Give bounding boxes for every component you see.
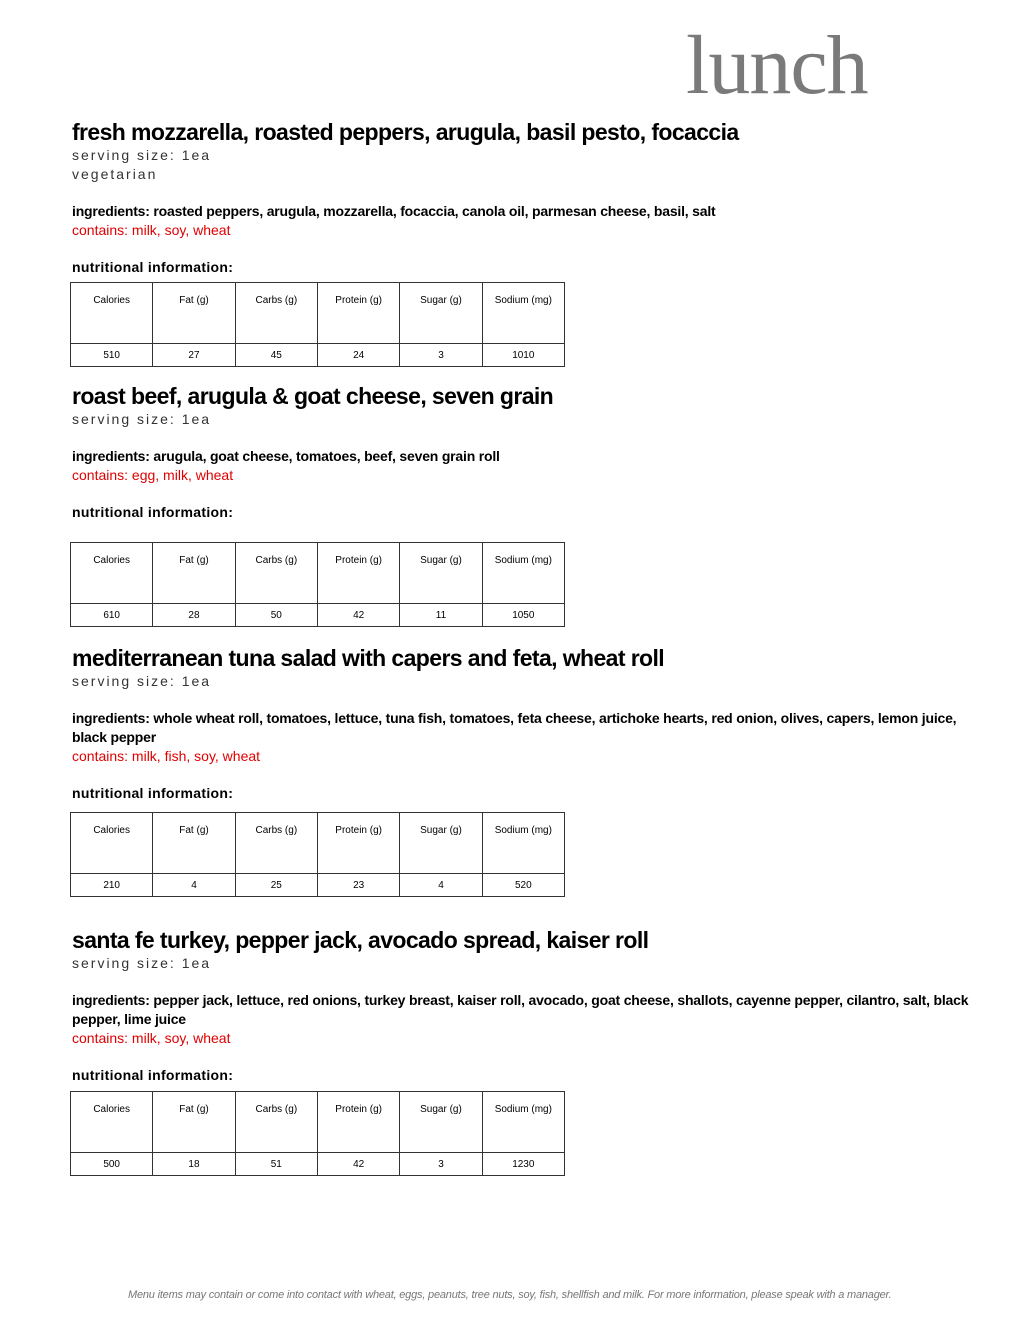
nutrition-label: nutritional information: bbox=[72, 259, 234, 275]
ingredients: ingredients: pepper jack, lettuce, red onions, turkey breast, kaiser roll, avocado, goat cheese, shallots, cayenne pepper, cilantro, salt, black pepper, lime juice bbox=[72, 992, 969, 1027]
header-cell: Fat (g) bbox=[153, 543, 235, 604]
serving-size: serving size: 1ea bbox=[72, 673, 212, 689]
value-cell: 42 bbox=[317, 1153, 399, 1176]
header-cell: Protein (g) bbox=[317, 1092, 399, 1153]
header-cell: Protein (g) bbox=[317, 543, 399, 604]
allergen-disclaimer: Menu items may contain or come into contact with wheat, eggs, peanuts, tree nuts, soy, fish, shellfish and milk. For more information, please speak with a manager. bbox=[128, 1289, 892, 1301]
header-cell: Sugar (g) bbox=[400, 813, 482, 874]
ingredients: ingredients: roasted peppers, arugula, mozzarella, focaccia, canola oil, parmesan cheese, basil, salt bbox=[72, 203, 716, 219]
value-cell: 4 bbox=[153, 874, 235, 897]
value-cell: 610 bbox=[71, 604, 153, 627]
header-cell: Calories bbox=[71, 1092, 153, 1153]
nutrition-label: nutritional information: bbox=[72, 1067, 234, 1083]
menu-item bbox=[72, 926, 972, 1085]
header-cell: Calories bbox=[71, 543, 153, 604]
allergens: contains: milk, soy, wheat bbox=[72, 1030, 231, 1046]
header-cell: Carbs (g) bbox=[235, 813, 317, 874]
header-cell: Sugar (g) bbox=[400, 283, 482, 344]
value-cell: 23 bbox=[317, 874, 399, 897]
header-cell: Calories bbox=[71, 813, 153, 874]
nutrition-value-row bbox=[71, 344, 565, 367]
value-cell: 42 bbox=[317, 604, 399, 627]
menu-item bbox=[72, 382, 972, 522]
header-cell: Calories bbox=[71, 283, 153, 344]
value-cell: 510 bbox=[71, 344, 153, 367]
nutrition-table bbox=[70, 1091, 565, 1176]
header-cell: Sodium (mg) bbox=[482, 813, 564, 874]
value-cell: 3 bbox=[400, 344, 482, 367]
nutrition-label: nutritional information: bbox=[72, 785, 234, 801]
header-cell: Sugar (g) bbox=[400, 1092, 482, 1153]
value-cell: 18 bbox=[153, 1153, 235, 1176]
value-cell: 1050 bbox=[482, 604, 564, 627]
page-title: lunch bbox=[686, 19, 868, 112]
header-cell: Carbs (g) bbox=[235, 543, 317, 604]
value-cell: 24 bbox=[317, 344, 399, 367]
item-name: santa fe turkey, pepper jack, avocado spread, kaiser roll bbox=[72, 927, 649, 953]
header-cell: Sodium (mg) bbox=[482, 543, 564, 604]
header-cell: Sodium (mg) bbox=[482, 283, 564, 344]
serving-size: serving size: 1ea bbox=[72, 411, 212, 427]
nutrition-header-row bbox=[71, 1092, 565, 1153]
header-cell: Protein (g) bbox=[317, 813, 399, 874]
nutrition-header-row bbox=[71, 813, 565, 874]
serving-size: serving size: 1ea bbox=[72, 147, 212, 163]
value-cell: 25 bbox=[235, 874, 317, 897]
value-cell: 4 bbox=[400, 874, 482, 897]
menu-item bbox=[72, 118, 972, 277]
value-cell: 210 bbox=[71, 874, 153, 897]
nutrition-header-row bbox=[71, 283, 565, 344]
item-name: roast beef, arugula & goat cheese, seven grain bbox=[72, 383, 554, 409]
value-cell: 11 bbox=[400, 604, 482, 627]
value-cell: 1230 bbox=[482, 1153, 564, 1176]
ingredients: ingredients: whole wheat roll, tomatoes, lettuce, tuna fish, tomatoes, feta cheese, artichoke hearts, red onion, olives, capers, lemon juice, black pepper bbox=[72, 710, 957, 745]
item-name: mediterranean tuna salad with capers and feta, wheat roll bbox=[72, 645, 665, 671]
value-cell: 27 bbox=[153, 344, 235, 367]
header-cell: Sugar (g) bbox=[400, 543, 482, 604]
item-name: fresh mozzarella, roasted peppers, arugula, basil pesto, focaccia bbox=[72, 119, 739, 145]
nutrition-value-row bbox=[71, 604, 565, 627]
header-cell: Protein (g) bbox=[317, 283, 399, 344]
nutrition-label: nutritional information: bbox=[72, 504, 234, 520]
nutrition-header-row bbox=[71, 543, 565, 604]
nutrition-value-row bbox=[71, 1153, 565, 1176]
ingredients: ingredients: arugula, goat cheese, tomatoes, beef, seven grain roll bbox=[72, 448, 500, 464]
allergens: contains: milk, soy, wheat bbox=[72, 222, 231, 238]
nutrition-table bbox=[70, 812, 565, 897]
value-cell: 500 bbox=[71, 1153, 153, 1176]
allergens: contains: egg, milk, wheat bbox=[72, 467, 234, 483]
value-cell: 3 bbox=[400, 1153, 482, 1176]
value-cell: 50 bbox=[235, 604, 317, 627]
nutrition-table bbox=[70, 542, 565, 627]
value-cell: 51 bbox=[235, 1153, 317, 1176]
menu-item bbox=[72, 644, 972, 803]
nutrition-table bbox=[70, 282, 565, 367]
header-cell: Fat (g) bbox=[153, 283, 235, 344]
value-cell: 1010 bbox=[482, 344, 564, 367]
serving-size: serving size: 1ea bbox=[72, 955, 212, 971]
header-cell: Carbs (g) bbox=[235, 283, 317, 344]
value-cell: 28 bbox=[153, 604, 235, 627]
header-cell: Fat (g) bbox=[153, 813, 235, 874]
header-cell: Carbs (g) bbox=[235, 1092, 317, 1153]
value-cell: 45 bbox=[235, 344, 317, 367]
dietary-tag: vegetarian bbox=[72, 166, 158, 182]
value-cell: 520 bbox=[482, 874, 564, 897]
header-cell: Sodium (mg) bbox=[482, 1092, 564, 1153]
nutrition-value-row bbox=[71, 874, 565, 897]
allergens: contains: milk, fish, soy, wheat bbox=[72, 748, 261, 764]
header-cell: Fat (g) bbox=[153, 1092, 235, 1153]
